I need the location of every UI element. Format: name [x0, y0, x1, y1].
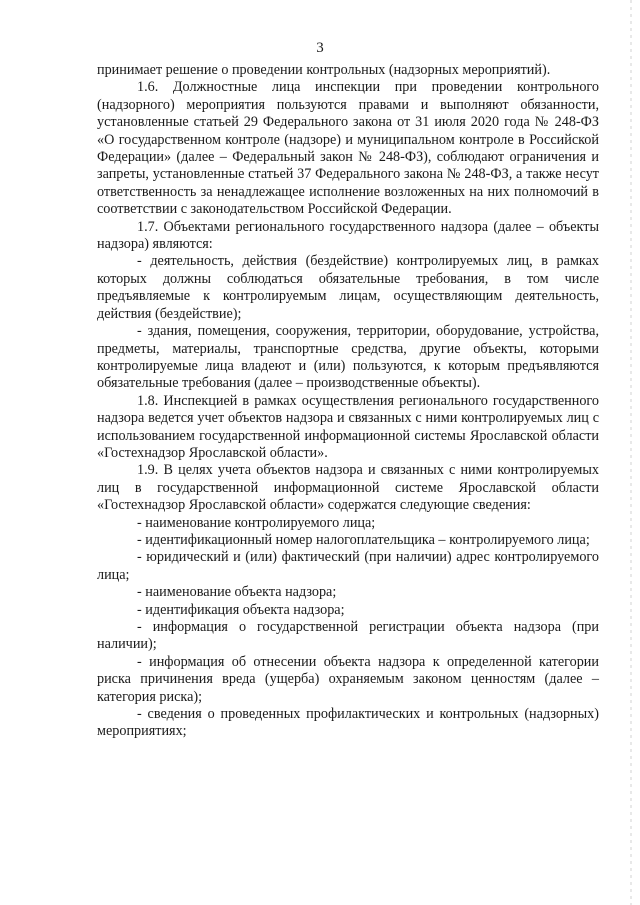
list-item-object-name: - наименование объекта надзора;	[137, 584, 337, 601]
list-item-inspections: - сведения о проведенных профилактических и контрольных (надзорных) мероприятиях;	[97, 706, 599, 740]
paragraph-1-6: 1.6. Должностные лица инспекции при проведении контрольного (надзорного) мероприятия пользуются правами и выполняют обязанности, установленные статьей 29 Федерального закона от 31 июля 2020 года № 248-ФЗ «О государственном контроле (надзоре) и муниципальном контроле в Российской Федерации» (далее – Федеральный закон № 248-ФЗ), соблюдают ограничения и запреты, установленные статьей 37 Федерального закона № 248-ФЗ, а также несут ответственность за ненадлежащее исполнение возложенных на них полномочий в соответствии с законодательством Российской Федерации.	[97, 79, 599, 218]
page-number: 3	[316, 40, 324, 56]
list-item-name: - наименование контролируемого лица;	[137, 514, 376, 531]
list-item-object-id: - идентификация объекта надзора;	[137, 601, 345, 618]
list-item-registration: - информация о государственной регистрации объекта надзора (при наличии);	[97, 619, 599, 653]
list-item-inn: - идентификационный номер налогоплательщика – контролируемого лица;	[137, 531, 590, 548]
paragraph-1-9: 1.9. В целях учета объектов надзора и связанных с ними контролируемых лиц в государственной информационной системе Ярославской области «Гостехнадзор Ярославской области» содержатся следующие сведения:	[97, 462, 599, 514]
list-item-activity: - деятельность, действия (бездействие) контролируемых лиц, в рамках которых должны соблюдаться обязательные требования, в том числе предъявляемые к контролируемым лицам, осуществляющим деятельность, действия (бездействие);	[97, 253, 599, 322]
scan-edge-artifact	[630, 0, 632, 905]
paragraph-1-7: 1.7. Объектами регионального государственного надзора (далее – объекты надзора) являются:	[97, 218, 599, 253]
paragraph-continuation: принимает решение о проведении контрольных (надзорных мероприятий).	[97, 62, 551, 78]
list-item-risk-category: - информация об отнесении объекта надзора к определенной категории риска причинения вреда (ущерба) охраняемым законом ценностям (далее – категория риска);	[97, 653, 599, 705]
paragraph-1-8: 1.8. Инспекцией в рамках осуществления регионального государственного надзора ведется учет объектов надзора и связанных с ними контролируемых лиц с использованием государственной информационной системы Ярославской области «Гостехнадзор Ярославской области».	[97, 392, 599, 461]
list-item-address: - юридический и (или) фактический (при наличии) адрес контролируемого лица;	[97, 549, 599, 583]
document-body	[97, 62, 599, 741]
list-item-buildings: - здания, помещения, сооружения, территории, оборудование, устройства, предметы, материалы, транспортные средства, другие объекты, которыми контролируемые лица владеют и (или) пользуются, к которым предъявляются обязательные требования (далее – производственные объекты).	[97, 323, 599, 392]
